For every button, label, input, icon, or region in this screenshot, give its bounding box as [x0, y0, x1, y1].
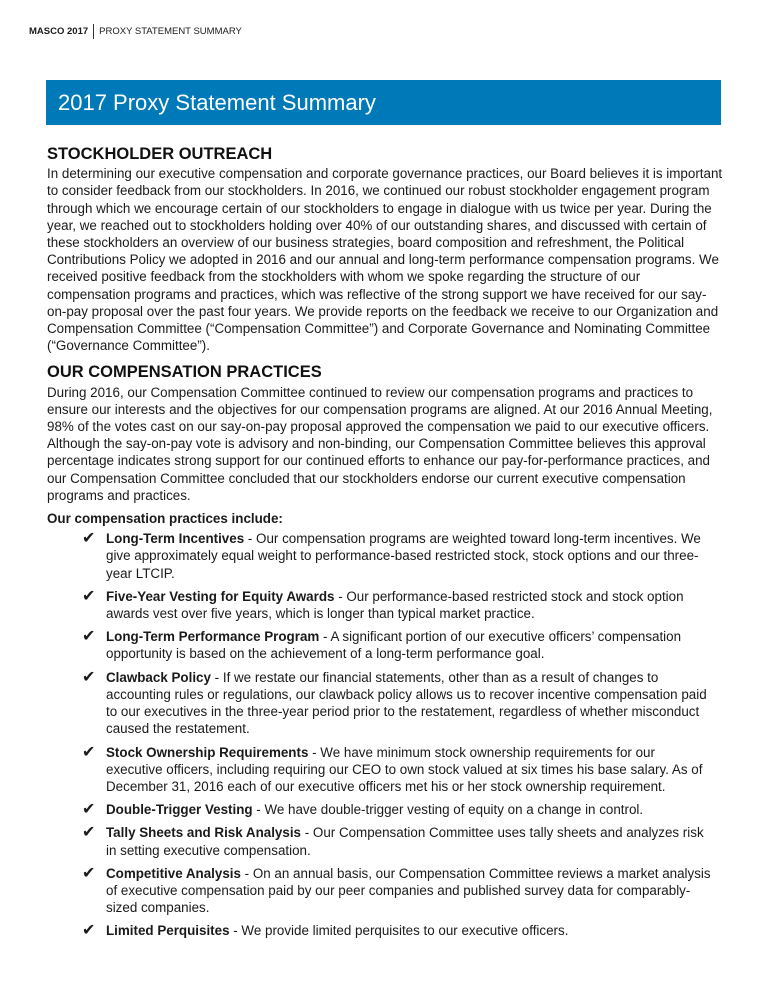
content	[47, 146, 723, 946]
checkmark-icon: ✔	[82, 743, 96, 761]
practice-text: - A significant portion of our executive officers’ compensation opportunity is based on the achievement of a long-term performance goal.	[106, 629, 682, 662]
practice-item	[82, 588, 723, 622]
practices-list	[47, 530, 723, 939]
practice-item	[82, 744, 723, 796]
practice-item	[82, 824, 723, 858]
practice-text: - We have double-trigger vesting of equity on a change in control.	[252, 802, 644, 818]
practice-text: - We provide limited perquisites to our executive officers.	[229, 923, 569, 939]
section-label: PROXY STATEMENT SUMMARY	[99, 26, 242, 37]
outreach-heading: STOCKHOLDER OUTREACH	[47, 145, 273, 163]
practice-text: - Our compensation programs are weighted toward long-term incentives. We give approximately equal weight to performance-based restricted stock, stock options and our three-year LTCIP.	[106, 531, 701, 581]
practice-item	[82, 865, 723, 917]
outreach-body: In determining our executive compensation and corporate governance practices, our Board believes it is important to consider feedback from our stockholders. In 2016, we continued our robust stockholder engagement program through which we encourage certain of our stockholders to engage in dialogue with us twice per year. During the year, we reached out to stockholders holding over 40% of our outstanding shares, and discussed with certain of these stockholders an overview of our business strategies, board composition and refreshment, the Political Contributions Policy we adopted in 2016 and our annual and long-term performance compensation programs. We received positive feedback from the stockholders with whom we spoke regarding the structure of our compensation programs and practices, which was reflective of the strong support we have received for our say-on-pay proposal over the past four years. We provide reports on the feedback we receive to our Organization and Compensation Committee (“Compensation Committee”) and Corporate Governance and Nominating Committee (“Governance Committee”).	[47, 166, 723, 354]
practice-item	[82, 628, 723, 662]
header-divider	[93, 24, 94, 39]
checkmark-icon: ✔	[82, 628, 96, 646]
practices-subheading: Our compensation practices include:	[47, 511, 283, 527]
running-header	[29, 24, 242, 39]
practices-body: During 2016, our Compensation Committee continued to review our compensation programs and practices to ensure our interests and the objectives for our compensation programs are aligned. At our 2016 Annual Meeting, 98% of the votes cast on our say-on-pay proposal approved the compensation we paid to our executive officers. Although the say-on-pay vote is advisory and non-binding, our Compensation Committee believes this approval percentage indicates strong support for our continued efforts to enhance our pay-for-performance practices, and our Compensation Committee concluded that our stockholders endorse our current executive compensation programs and practices.	[47, 384, 713, 503]
practice-title: Long-Term Incentives	[106, 531, 245, 547]
checkmark-icon: ✔	[82, 668, 96, 686]
checkmark-icon: ✔	[82, 801, 96, 819]
practice-title: Competitive Analysis	[106, 865, 241, 881]
checkmark-icon: ✔	[82, 587, 96, 605]
practice-text: - We have minimum stock ownership requirements for our executive officers, including requiring our CEO to own stock valued at six times his base salary. As of December 31, 2016 each of our executive officers met his or her stock ownership requirement.	[106, 744, 703, 794]
company-label: MASCO 2017	[29, 26, 89, 37]
practice-title: Clawback Policy	[106, 669, 211, 685]
practice-text: - Our performance-based restricted stock and stock option awards vest over five years, which is longer than typical market practice.	[106, 588, 684, 622]
checkmark-icon: ✔	[82, 530, 96, 548]
practice-title: Limited Perquisites	[106, 923, 230, 939]
practice-item	[82, 530, 723, 582]
practice-title: Stock Ownership Requirements	[106, 744, 309, 760]
practices-heading: OUR COMPENSATION PRACTICES	[47, 363, 322, 382]
practice-title: Tally Sheets and Risk Analysis	[106, 825, 301, 841]
practice-item	[82, 922, 723, 939]
practice-text: - If we restate our financial statements, other than as a result of changes to accounting rules or regulations, our clawback policy allows us to recover incentive compensation paid to our executives in the three-year period prior to the restatement, regardless of whether misconduct caused the restatement.	[106, 669, 707, 737]
checkmark-icon: ✔	[82, 922, 96, 940]
practice-text: - Our Compensation Committee uses tally sheets and analyzes risk in setting executive compensation.	[106, 825, 704, 858]
page-title-banner: 2017 Proxy Statement Summary	[46, 80, 721, 125]
practice-title: Long-Term Performance Program	[106, 629, 320, 645]
checkmark-icon: ✔	[82, 864, 96, 882]
practice-title: Double-Trigger Vesting	[106, 802, 253, 818]
checkmark-icon: ✔	[82, 824, 96, 842]
practice-text: - On an annual basis, our Compensation Committee reviews a market analysis of executive compensation paid by our peer companies and published survey data for comparably-sized companies.	[106, 865, 711, 916]
practice-item	[82, 669, 723, 738]
practice-item	[82, 801, 723, 818]
practice-title: Five-Year Vesting for Equity Awards	[106, 588, 335, 604]
